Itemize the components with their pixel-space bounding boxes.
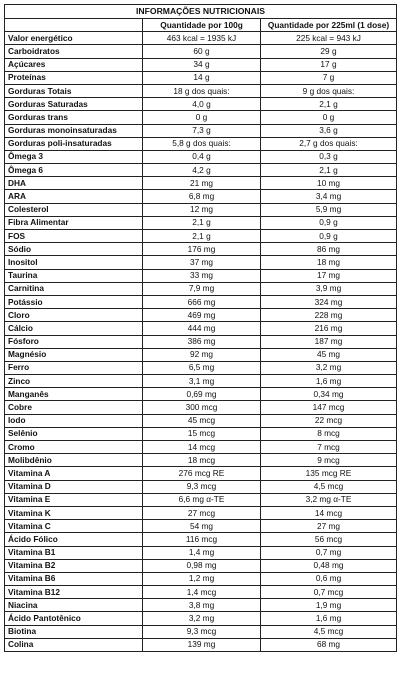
table-row <box>5 520 397 533</box>
table-row <box>5 467 397 480</box>
nutrient-name-cell: Fibra Alimentar <box>5 216 143 229</box>
per-dose-value-cell: 0,9 g <box>261 216 397 229</box>
nutrient-name-cell: Niacina <box>5 599 143 612</box>
nutrient-name-cell: Selênio <box>5 427 143 440</box>
table-row <box>5 177 397 190</box>
per-dose-value-cell: 2,7 g dos quais: <box>261 137 397 150</box>
per-dose-value-cell: 0,3 g <box>261 150 397 163</box>
nutrient-name-cell: Inositol <box>5 256 143 269</box>
per-100g-value-cell: 1,2 mg <box>143 572 261 585</box>
per-100g-value-cell: 12 mg <box>143 203 261 216</box>
per-dose-value-cell: 2,1 g <box>261 98 397 111</box>
nutrient-name-cell: Gorduras poli-insaturadas <box>5 137 143 150</box>
per-dose-value-cell: 86 mg <box>261 243 397 256</box>
per-dose-value-cell: 5,9 mg <box>261 203 397 216</box>
per-100g-value-cell: 2,1 g <box>143 216 261 229</box>
table-row <box>5 216 397 229</box>
per-100g-value-cell: 0,98 mg <box>143 559 261 572</box>
nutrient-name-cell: Proteínas <box>5 71 143 84</box>
per-100g-value-cell: 92 mg <box>143 348 261 361</box>
per-100g-value-cell: 54 mg <box>143 520 261 533</box>
per-dose-value-cell: 1,6 mg <box>261 375 397 388</box>
table-row <box>5 388 397 401</box>
table-row <box>5 559 397 572</box>
table-row <box>5 401 397 414</box>
nutrient-name-cell: FOS <box>5 230 143 243</box>
nutrient-name-cell: Ômega 6 <box>5 164 143 177</box>
table-row <box>5 71 397 84</box>
per-100g-value-cell: 5,8 g dos quais: <box>143 137 261 150</box>
nutrient-name-cell: Vitamina C <box>5 520 143 533</box>
nutrition-table <box>4 4 397 652</box>
per-dose-value-cell: 0 g <box>261 111 397 124</box>
table-row <box>5 45 397 58</box>
table-row <box>5 546 397 559</box>
per-dose-value-cell: 3,4 mg <box>261 190 397 203</box>
table-row <box>5 150 397 163</box>
per-100g-value-cell: 0 g <box>143 111 261 124</box>
per-100g-value-cell: 0,69 mg <box>143 388 261 401</box>
per-100g-value-cell: 1,4 mcg <box>143 586 261 599</box>
table-title: INFORMAÇÕES NUTRICIONAIS <box>5 5 397 19</box>
table-row <box>5 256 397 269</box>
nutrient-name-cell: Gorduras Saturadas <box>5 98 143 111</box>
per-100g-value-cell: 469 mg <box>143 309 261 322</box>
nutrient-name-cell: Açúcares <box>5 58 143 71</box>
nutrient-name-cell: Vitamina B6 <box>5 572 143 585</box>
nutrient-name-cell: Ácido Pantotênico <box>5 612 143 625</box>
per-100g-value-cell: 34 g <box>143 58 261 71</box>
per-dose-value-cell: 0,48 mg <box>261 559 397 572</box>
per-dose-value-cell: 9 mcg <box>261 454 397 467</box>
per-100g-value-cell: 300 mcg <box>143 401 261 414</box>
nutrient-name-cell: Carnitina <box>5 282 143 295</box>
header-per-100g: Quantidade por 100g <box>143 19 261 32</box>
per-100g-value-cell: 14 g <box>143 71 261 84</box>
nutrient-name-cell: ARA <box>5 190 143 203</box>
per-100g-value-cell: 463 kcal = 1935 kJ <box>143 32 261 45</box>
per-dose-value-cell: 4,5 mcg <box>261 480 397 493</box>
table-row <box>5 506 397 519</box>
nutrient-name-cell: Cálcio <box>5 322 143 335</box>
per-100g-value-cell: 6,8 mg <box>143 190 261 203</box>
per-dose-value-cell: 29 g <box>261 45 397 58</box>
nutrient-name-cell: Cromo <box>5 441 143 454</box>
per-dose-value-cell: 4,5 mcg <box>261 625 397 638</box>
table-row <box>5 295 397 308</box>
table-row <box>5 282 397 295</box>
per-dose-value-cell: 10 mg <box>261 177 397 190</box>
nutrient-name-cell: Colina <box>5 638 143 651</box>
nutrient-name-cell: Vitamina E <box>5 493 143 506</box>
per-dose-value-cell: 8 mcg <box>261 427 397 440</box>
table-body <box>5 32 397 652</box>
table-row <box>5 427 397 440</box>
per-dose-value-cell: 135 mcg RE <box>261 467 397 480</box>
table-row <box>5 625 397 638</box>
per-100g-value-cell: 21 mg <box>143 177 261 190</box>
per-dose-value-cell: 3,2 mg <box>261 361 397 374</box>
per-dose-value-cell: 3,2 mg α-TE <box>261 493 397 506</box>
per-dose-value-cell: 187 mg <box>261 335 397 348</box>
nutrient-name-cell: Gorduras monoinsaturadas <box>5 124 143 137</box>
nutrient-name-cell: Fósforo <box>5 335 143 348</box>
nutrient-name-cell: Iodo <box>5 414 143 427</box>
table-row <box>5 269 397 282</box>
nutrient-name-cell: Vitamina B12 <box>5 586 143 599</box>
per-100g-value-cell: 3,8 mg <box>143 599 261 612</box>
table-row <box>5 243 397 256</box>
header-row <box>5 19 397 32</box>
per-100g-value-cell: 45 mcg <box>143 414 261 427</box>
per-dose-value-cell: 1,6 mg <box>261 612 397 625</box>
table-row <box>5 441 397 454</box>
nutrient-name-cell: Sódio <box>5 243 143 256</box>
per-100g-value-cell: 33 mg <box>143 269 261 282</box>
nutrient-name-cell: Cloro <box>5 309 143 322</box>
per-dose-value-cell: 0,9 g <box>261 230 397 243</box>
nutrient-name-cell: Taurina <box>5 269 143 282</box>
per-dose-value-cell: 0,34 mg <box>261 388 397 401</box>
per-dose-value-cell: 9 g dos quais: <box>261 84 397 97</box>
nutrient-name-cell: Cobre <box>5 401 143 414</box>
table-row <box>5 414 397 427</box>
table-row <box>5 375 397 388</box>
per-100g-value-cell: 14 mcg <box>143 441 261 454</box>
per-dose-value-cell: 27 mg <box>261 520 397 533</box>
table-row <box>5 111 397 124</box>
nutrient-name-cell: Zinco <box>5 375 143 388</box>
nutrient-name-cell: Potássio <box>5 295 143 308</box>
per-dose-value-cell: 45 mg <box>261 348 397 361</box>
nutrient-name-cell: Gorduras Totais <box>5 84 143 97</box>
nutrient-name-cell: Magnésio <box>5 348 143 361</box>
per-100g-value-cell: 444 mg <box>143 322 261 335</box>
per-100g-value-cell: 18 g dos quais: <box>143 84 261 97</box>
per-100g-value-cell: 60 g <box>143 45 261 58</box>
per-100g-value-cell: 666 mg <box>143 295 261 308</box>
table-row <box>5 137 397 150</box>
per-100g-value-cell: 15 mcg <box>143 427 261 440</box>
nutrient-name-cell: Vitamina A <box>5 467 143 480</box>
per-100g-value-cell: 4,2 g <box>143 164 261 177</box>
per-100g-value-cell: 9,3 mcg <box>143 480 261 493</box>
table-row <box>5 335 397 348</box>
title-row <box>5 5 397 19</box>
table-row <box>5 572 397 585</box>
per-dose-value-cell: 56 mcg <box>261 533 397 546</box>
table-row <box>5 58 397 71</box>
per-100g-value-cell: 3,2 mg <box>143 612 261 625</box>
per-dose-value-cell: 18 mg <box>261 256 397 269</box>
per-100g-value-cell: 276 mcg RE <box>143 467 261 480</box>
per-dose-value-cell: 3,6 g <box>261 124 397 137</box>
nutrient-name-cell: Vitamina B1 <box>5 546 143 559</box>
per-dose-value-cell: 17 g <box>261 58 397 71</box>
per-dose-value-cell: 0,7 mg <box>261 546 397 559</box>
table-row <box>5 32 397 45</box>
header-nutrient <box>5 19 143 32</box>
per-100g-value-cell: 6,6 mg α-TE <box>143 493 261 506</box>
table-row <box>5 203 397 216</box>
table-row <box>5 124 397 137</box>
per-100g-value-cell: 139 mg <box>143 638 261 651</box>
nutrient-name-cell: Valor energético <box>5 32 143 45</box>
table-row <box>5 612 397 625</box>
per-100g-value-cell: 6,5 mg <box>143 361 261 374</box>
per-100g-value-cell: 4,0 g <box>143 98 261 111</box>
header-per-dose: Quantidade por 225ml (1 dose) <box>261 19 397 32</box>
per-100g-value-cell: 18 mcg <box>143 454 261 467</box>
per-100g-value-cell: 7,3 g <box>143 124 261 137</box>
nutrition-facts-panel <box>4 4 397 652</box>
table-row <box>5 493 397 506</box>
per-dose-value-cell: 2,1 g <box>261 164 397 177</box>
per-dose-value-cell: 225 kcal = 943 kJ <box>261 32 397 45</box>
table-row <box>5 190 397 203</box>
per-dose-value-cell: 1,9 mg <box>261 599 397 612</box>
table-row <box>5 322 397 335</box>
table-row <box>5 361 397 374</box>
per-dose-value-cell: 147 mcg <box>261 401 397 414</box>
per-100g-value-cell: 0,4 g <box>143 150 261 163</box>
per-dose-value-cell: 0,7 mcg <box>261 586 397 599</box>
per-100g-value-cell: 37 mg <box>143 256 261 269</box>
per-100g-value-cell: 7,9 mg <box>143 282 261 295</box>
per-100g-value-cell: 2,1 g <box>143 230 261 243</box>
table-row <box>5 348 397 361</box>
nutrient-name-cell: Ferro <box>5 361 143 374</box>
nutrient-name-cell: Biotina <box>5 625 143 638</box>
table-row <box>5 164 397 177</box>
nutrient-name-cell: Ômega 3 <box>5 150 143 163</box>
per-100g-value-cell: 1,4 mg <box>143 546 261 559</box>
nutrient-name-cell: Ácido Fólico <box>5 533 143 546</box>
table-row <box>5 454 397 467</box>
table-row <box>5 98 397 111</box>
table-row <box>5 480 397 493</box>
per-dose-value-cell: 0,6 mg <box>261 572 397 585</box>
table-row <box>5 309 397 322</box>
table-row <box>5 599 397 612</box>
nutrient-name-cell: Carboidratos <box>5 45 143 58</box>
table-row <box>5 586 397 599</box>
table-row <box>5 533 397 546</box>
nutrient-name-cell: Manganês <box>5 388 143 401</box>
per-dose-value-cell: 22 mcg <box>261 414 397 427</box>
nutrient-name-cell: Vitamina B2 <box>5 559 143 572</box>
per-dose-value-cell: 228 mg <box>261 309 397 322</box>
per-dose-value-cell: 68 mg <box>261 638 397 651</box>
nutrient-name-cell: Colesterol <box>5 203 143 216</box>
table-row <box>5 230 397 243</box>
per-100g-value-cell: 176 mg <box>143 243 261 256</box>
per-dose-value-cell: 216 mg <box>261 322 397 335</box>
nutrient-name-cell: DHA <box>5 177 143 190</box>
table-row <box>5 84 397 97</box>
per-dose-value-cell: 3,9 mg <box>261 282 397 295</box>
table-row <box>5 638 397 651</box>
nutrient-name-cell: Molibdênio <box>5 454 143 467</box>
nutrient-name-cell: Gorduras trans <box>5 111 143 124</box>
nutrient-name-cell: Vitamina K <box>5 506 143 519</box>
per-100g-value-cell: 386 mg <box>143 335 261 348</box>
per-100g-value-cell: 116 mcg <box>143 533 261 546</box>
per-100g-value-cell: 9,3 mcg <box>143 625 261 638</box>
per-100g-value-cell: 3,1 mg <box>143 375 261 388</box>
per-dose-value-cell: 7 mcg <box>261 441 397 454</box>
nutrient-name-cell: Vitamina D <box>5 480 143 493</box>
per-dose-value-cell: 7 g <box>261 71 397 84</box>
per-dose-value-cell: 14 mcg <box>261 506 397 519</box>
per-dose-value-cell: 324 mg <box>261 295 397 308</box>
per-dose-value-cell: 17 mg <box>261 269 397 282</box>
per-100g-value-cell: 27 mcg <box>143 506 261 519</box>
